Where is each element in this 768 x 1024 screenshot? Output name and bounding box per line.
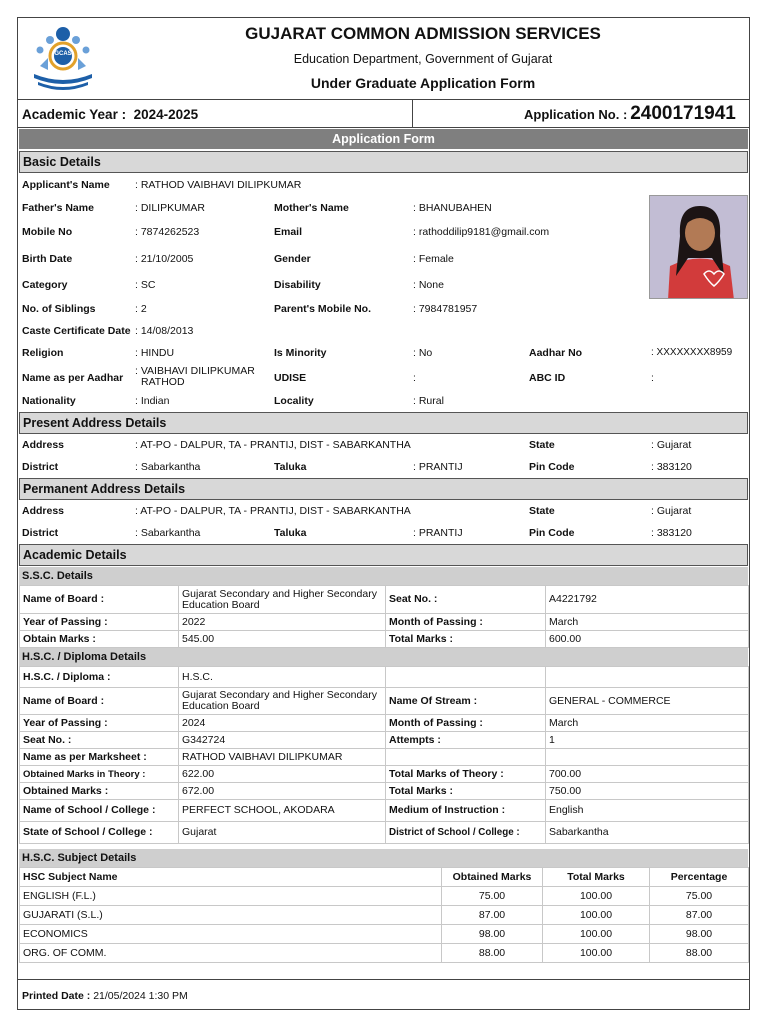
hsc-year-label: Year of Passing : [20,715,179,732]
hsc-seat-label: Seat No. : [20,732,179,749]
disability-value: : None [413,279,444,291]
hsc-subjects-table [19,867,749,963]
ssc-details-header: S.S.C. Details [19,567,748,585]
ssc-total-value: 600.00 [546,631,749,648]
total-marks: 100.00 [543,944,650,963]
hsc-board-label: Name of Board : [20,688,179,715]
siblings-label: No. of Siblings [22,303,96,315]
org-title: GUJARAT COMMON ADMISSION SERVICES [245,24,601,43]
printed-date: Printed Date : 21/05/2024 1:30 PM [22,990,188,1002]
permanent-taluka-value: : PRANTIJ [413,527,463,539]
locality-label: Locality [274,395,314,407]
subject-name: ECONOMICS [20,925,442,944]
aadhar-value: : XXXXXXXX8959 [651,347,733,358]
percentage: 88.00 [650,944,749,963]
permanent-taluka-label: Taluka [274,527,307,539]
caste-certificate-value: : 14/08/2013 [135,325,194,337]
hsc-stream-label: Name Of Stream : [386,688,546,715]
hsc-marksheet-name-label: Name as per Marksheet : [20,749,179,766]
aadhar-label: Aadhar No [529,347,583,359]
ssc-details-table [19,585,749,648]
email-label: Email [274,226,303,238]
ssc-seat-label: Seat No. : [386,586,546,614]
hsc-medium-value: English [546,800,749,822]
form-title: Under Graduate Application Form [310,75,536,91]
total-marks: 100.00 [543,906,650,925]
hsc-total-value: 750.00 [546,783,749,800]
present-pin-value: : 383120 [651,461,692,473]
obtained-marks: 98.00 [442,925,543,944]
father-name-value: : DILIPKUMAR [135,202,206,214]
permanent-address-label: Address [22,505,65,517]
abc-id-label: ABC ID [529,372,566,384]
hsc-school-label: Name of School / College : [20,800,179,822]
subjects-header-row [20,868,749,887]
father-name-label: Father's Name [22,202,94,214]
minority-label: Is Minority [274,347,327,359]
application-number: Application No. : 2400171941 [524,103,736,124]
hsc-details-header: H.S.C. / Diploma Details [19,648,748,666]
total-marks-header: Total Marks [543,868,650,887]
ssc-board-label: Name of Board : [20,586,179,614]
permanent-address-header: Permanent Address Details [19,478,748,500]
permanent-state-label: State [529,505,555,517]
total-marks: 100.00 [543,925,650,944]
email-value: : rathoddilip9181@gmail.com [413,226,550,238]
mobile-value: : 7874262523 [135,226,200,238]
hsc-obtained-label: Obtained Marks : [20,783,179,800]
academic-year: Academic Year : 2024-2025 [22,107,199,122]
hsc-subject-details-header: H.S.C. Subject Details [19,849,748,867]
present-pin-label: Pin Code [529,461,575,473]
parent-mobile-value: : 7984781957 [413,303,478,315]
gender-label: Gender [274,253,311,265]
academic-details-header: Academic Details [19,544,748,566]
hsc-stream-value: GENERAL - COMMERCE [546,688,749,715]
caste-certificate-label: Caste Certificate Date [22,325,131,337]
table-row [20,906,749,925]
minority-value: : No [413,347,433,359]
ssc-month-value: March [546,614,749,631]
total-marks: 100.00 [543,887,650,906]
ssc-obtain-label: Obtain Marks : [20,631,179,648]
hsc-school-state-label: State of School / College : [20,822,179,844]
logo-text: GCAS [54,51,72,57]
hsc-total-theory-label: Total Marks of Theory : [386,766,546,783]
applicant-name-value: : RATHOD VAIBHAVI DILIPKUMAR [135,179,302,191]
permanent-pin-value: : 383120 [651,527,692,539]
applicant-name-label: Applicant's Name [22,179,110,191]
disability-label: Disability [274,279,321,291]
hsc-obtained-value: 672.00 [179,783,386,800]
ssc-year-label: Year of Passing : [20,614,179,631]
present-address-value: : AT-PO - DALPUR, TA - PRANTIJ, DIST - SABARKANTHA [135,439,411,451]
present-address-label: Address [22,439,65,451]
hsc-details-table [19,666,749,844]
subject-name: ORG. OF COMM. [20,944,442,963]
hsc-type-value: H.S.C. [179,667,386,688]
present-state-label: State [529,439,555,451]
ssc-board-value: Gujarat Secondary and Higher Secondary Education Board [179,586,386,614]
hsc-month-label: Month of Passing : [386,715,546,732]
obtained-marks: 75.00 [442,887,543,906]
hsc-attempts-label: Attempts : [386,732,546,749]
permanent-district-value: : Sabarkantha [135,527,201,539]
subject-name: ENGLISH (F.L.) [20,887,442,906]
nationality-label: Nationality [22,395,76,407]
obtained-marks: 87.00 [442,906,543,925]
ssc-obtain-value: 545.00 [179,631,386,648]
percentage: 98.00 [650,925,749,944]
percentage: 87.00 [650,906,749,925]
present-taluka-value: : PRANTIJ [413,461,463,473]
locality-value: : Rural [413,395,444,407]
gender-value: : Female [413,253,454,265]
hsc-type-label: H.S.C. / Diploma : [20,667,179,688]
present-address-header: Present Address Details [19,412,748,434]
table-row [20,887,749,906]
siblings-value: : 2 [135,303,147,315]
aadhar-name-label: Name as per Aadhar [22,372,124,384]
hsc-school-district-value: Sabarkantha [546,822,749,844]
application-form-banner: Application Form [19,129,748,149]
hsc-theory-label: Obtained Marks in Theory : [20,766,179,783]
mother-name-value: : BHANUBAHEN [413,202,492,214]
hsc-seat-value: G342724 [179,732,386,749]
hsc-medium-label: Medium of Instruction : [386,800,546,822]
department-subtitle: Education Department, Government of Gujarat [293,52,553,66]
present-state-value: : Gujarat [651,439,692,451]
percentage: 75.00 [650,887,749,906]
permanent-state-value: : Gujarat [651,505,692,517]
permanent-district-label: District [22,527,59,539]
hsc-total-theory-value: 700.00 [546,766,749,783]
ssc-month-label: Month of Passing : [386,614,546,631]
hsc-month-value: March [546,715,749,732]
permanent-pin-label: Pin Code [529,527,575,539]
subject-name: GUJARATI (S.L.) [20,906,442,925]
mother-name-label: Mother's Name [274,202,349,214]
religion-value: : HINDU [135,347,175,359]
udise-label: UDISE [274,372,307,384]
ssc-seat-value: A4221792 [546,586,749,614]
hsc-school-value: PERFECT SCHOOL, AKODARA [179,800,386,822]
hsc-year-value: 2024 [179,715,386,732]
category-label: Category [22,279,68,291]
hsc-school-state-value: Gujarat [179,822,386,844]
birth-date-value: : 21/10/2005 [135,253,194,265]
mobile-label: Mobile No [22,226,73,238]
hsc-theory-value: 622.00 [179,766,386,783]
abc-id-value: : [651,372,654,384]
obtained-marks: 88.00 [442,944,543,963]
category-value: : SC [135,279,156,291]
udise-value: : [413,372,416,384]
present-district-label: District [22,461,59,473]
hsc-attempts-value: 1 [546,732,749,749]
hsc-school-district-label: District of School / College : [386,822,546,844]
present-district-value: : Sabarkantha [135,461,201,473]
applicant-photo [649,195,748,299]
subject-name-header: HSC Subject Name [20,868,442,887]
obtained-marks-header: Obtained Marks [442,868,543,887]
permanent-address-value: : AT-PO - DALPUR, TA - PRANTIJ, DIST - SABARKANTHA [135,505,411,517]
table-row [20,944,749,963]
religion-label: Religion [22,347,64,359]
application-form-page [17,17,750,1010]
aadhar-name-value: : VAIBHAVI DILIPKUMAR RATHOD [135,365,255,388]
basic-details-header: Basic Details [19,151,748,173]
table-row [20,925,749,944]
present-taluka-label: Taluka [274,461,307,473]
percentage-header: Percentage [650,868,749,887]
hsc-board-value: Gujarat Secondary and Higher Secondary Education Board [179,688,386,715]
gcas-logo [26,22,100,96]
ssc-year-value: 2022 [179,614,386,631]
birth-date-label: Birth Date [22,253,73,265]
nationality-value: : Indian [135,395,170,407]
parent-mobile-label: Parent's Mobile No. [274,303,372,315]
ssc-total-label: Total Marks : [386,631,546,648]
hsc-marksheet-name-value: RATHOD VAIBHAVI DILIPKUMAR [179,749,386,766]
hsc-total-label: Total Marks : [386,783,546,800]
